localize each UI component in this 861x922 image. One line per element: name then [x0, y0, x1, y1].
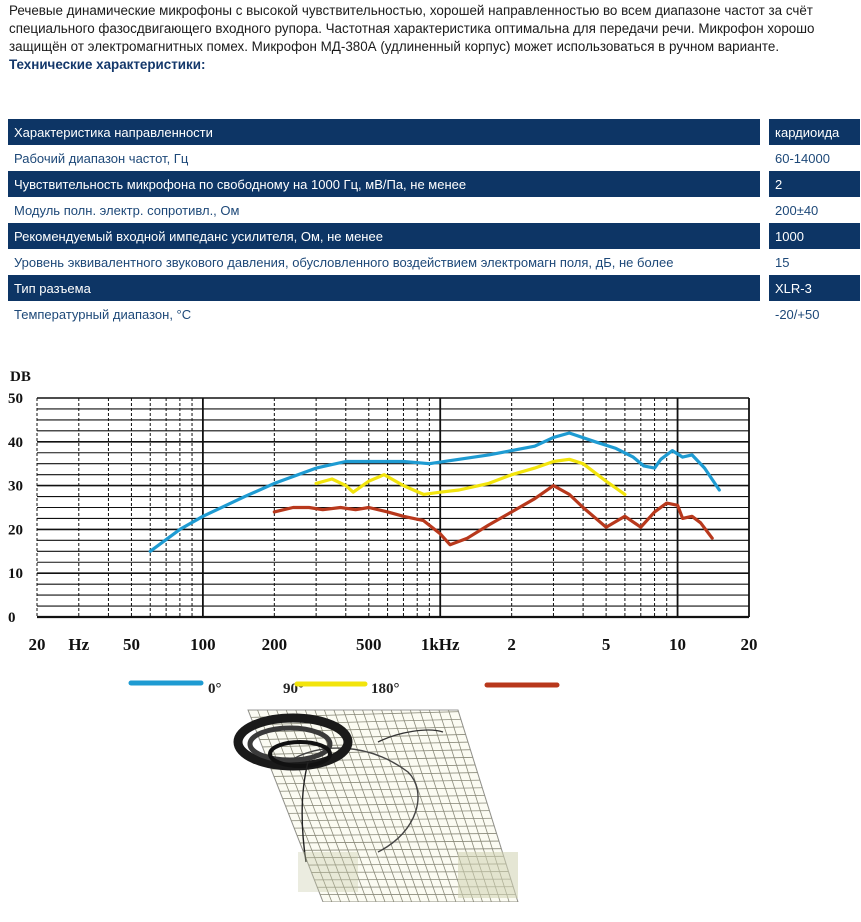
x-tick-label: 1kHz: [420, 635, 460, 654]
y-tick-label: 10: [8, 566, 23, 583]
spec-label: Рекомендуемый входной импеданс усилителя, Ом, не менее: [8, 223, 760, 249]
x-tick-label: 200: [261, 635, 288, 654]
spec-value: 15: [769, 249, 860, 275]
series-line-2: [274, 486, 712, 545]
legend-label-1: 90°: [283, 681, 304, 697]
x-tick-label: 100: [190, 635, 216, 654]
intro-text: [9, 2, 861, 74]
intro-line-1: Речевые динамические микрофоны с высокой чувствительностью, хорошей направленностью во всем диапазоне частот за счёт: [9, 3, 813, 18]
spec-row: [8, 249, 860, 275]
y-tick-label: 50: [8, 391, 23, 407]
spec-label: Чувствительность микрофона по свободному на 1000 Гц, мВ/Па, не менее: [8, 171, 760, 197]
x-tick-label: 5: [601, 635, 611, 654]
x-axis-ticks: [29, 635, 758, 654]
x-tick-label: 500: [356, 635, 382, 654]
spec-row: [8, 171, 860, 197]
spec-label: Характеристика направленности: [8, 119, 760, 145]
spec-label: Температурный диапазон, °С: [8, 301, 760, 327]
spec-row: [8, 197, 860, 223]
series-line-1: [316, 459, 625, 494]
legend-label-0: 0°: [208, 681, 222, 697]
spec-label: Тип разъема: [8, 275, 760, 301]
y-axis-label: DB: [10, 369, 31, 385]
x-tick-label: 50: [122, 635, 140, 654]
spec-row: [8, 145, 860, 171]
spec-value: 2: [769, 171, 860, 197]
specs-heading: Технические характеристики:: [9, 57, 206, 72]
chart-grid: [37, 398, 749, 617]
y-tick-label: 30: [8, 478, 23, 495]
x-tick-label: Hz: [68, 635, 90, 654]
legend-label-2: 180°: [371, 681, 400, 697]
x-tick-label: 20: [740, 635, 758, 654]
spec-label: Модуль полн. электр. сопротивл., Ом: [8, 197, 760, 223]
spec-value: -20/+50: [769, 301, 860, 327]
spec-label: Рабочий диапазон частот, Гц: [8, 145, 760, 171]
spec-value: кардиоида: [769, 119, 860, 145]
x-tick-label: 20: [28, 635, 46, 654]
spec-row: [8, 223, 860, 249]
microphone-polar-illustration: [228, 702, 528, 902]
chart-legend: [0, 676, 861, 700]
specs-table: [8, 119, 860, 327]
spec-value: 1000: [769, 223, 860, 249]
y-tick-label: 40: [8, 434, 23, 451]
intro-line-3: защищён от электромагнитных помех. Микрофон МД-380А (удлиненный корпус) может использоваться в ручном варианте.: [9, 39, 780, 54]
spec-value: 60-14000: [769, 145, 860, 171]
spec-row: [8, 275, 860, 301]
spec-row: [8, 119, 860, 145]
chart-series: [150, 433, 719, 551]
y-tick-label: 20: [8, 522, 23, 539]
y-tick-label: 0: [8, 610, 16, 626]
y-axis-ticks: [8, 391, 23, 626]
intro-line-2: специального фазосдвигающего входного рупора. Частотная характеристика оптимальна для передачи речи. Микрофон хорошо: [9, 21, 815, 36]
spec-value: 200±40: [769, 197, 860, 223]
spec-value: XLR-3: [769, 275, 860, 301]
frequency-response-chart: [0, 362, 861, 672]
x-tick-label: 2: [507, 635, 516, 654]
x-tick-label: 10: [669, 635, 687, 654]
spec-label: Уровень эквивалентного звукового давления, обусловленного воздействием электромагн поля, дБ, не более: [8, 249, 760, 275]
spec-row: [8, 301, 860, 327]
